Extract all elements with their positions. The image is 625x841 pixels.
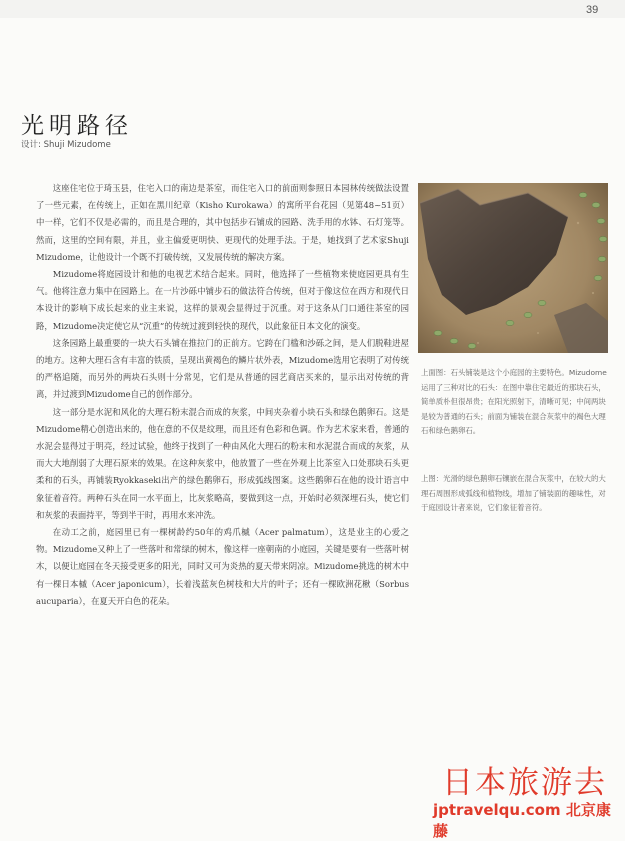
paragraph: 这座住宅位于琦玉县，住宅入口的南边是茶室，而住宅入口的前面则参照日本园林传统做法设置了一些元素，在传统上，正如在黑川纪章（Kisho Kurokawa）的寓所平台花园（见第48~51页）中一样，它们不仅是必需的，而且是合理的，其中包括步石铺成的园路、洗手用的水钵、石灯笼等。然而，这里的空间有限，并且，业主偏爱更明快、更现代的处理手法。于是，她找到了艺术家Shuji Mizudome，让他设计一个既不打破传统，又发展传统的解决方案。	[36, 183, 409, 262]
paragraph: 这一部分是水泥和风化的大理石粉末混合而成的灰浆，中间夹杂着小块石头和绿色鹅卵石。这是Mizudome精心创造出来的，他在意的不仅是纹理，而且还有色彩和色调。作为艺术家来看，普通的水泥会显得过于明亮，经过试验，他终于找到了一种由风化大理石的粉末和水泥混合而成的灰浆，从而大大地削弱了大理石原来的效果。在这种灰浆中，他放置了一些在外观上比茶室入口处那块石头更柔和的石头，再铺装Ryokkaseki出产的绿色鹅卵石，形成弧线图案。这些鹅卵石在他的设计语言中象征着音符。两种石头在同一水平面上，比灰浆略高，要做到这一点，开始时必须深埋石头，使它们和灰浆的表面持平，等到半干时，再用水来冲洗。	[36, 406, 409, 520]
paragraph: 在动工之前，庭园里已有一棵树龄约50年的鸡爪槭（Acer palmatum），这是业主的心爱之物。Mizudome又种上了一些落叶和常绿的树木，像这样一座朝南的小庭园，关键是要有一些落叶树木，以便让庭园在冬天接受更多的阳光，同时又可为炎热的夏天带来阴凉。Mizudome挑选的树木中有一棵日本槭（Acer japonicum），长着浅蓝灰色树枝和大片的叶子；还有一棵欧洲花楸（Sorbus aucuparia），在夏天开白色的花朵。	[36, 527, 409, 606]
paragraph: Mizudome将庭园设计和他的电视艺术结合起来。同时，他选择了一些植物来使庭园更具有生气。他将注意力集中在园路上。在一片沙砾中铺步石的做法符合传统，但对于像这位在西方和现代日本设计的影响下成长起来的业主来说，这样的景观会显得过于沉重。对于这条从门口通往茶室的园路，Mizudome决定使它从“沉重”的传统过渡到轻快的现代，以此象征日本文化的演变。	[36, 269, 409, 331]
page-number: 39	[586, 4, 599, 16]
watermark-title: 日本旅游去	[442, 765, 607, 801]
photo-caption: 上图：光滑的绿色鹅卵石镶嵌在混合灰浆中，在较大的大理石周围形成弧线和植物线，增加了铺装面的趣味性，对于庭园设计者来说，它们象征着音符。	[421, 474, 606, 512]
header-band	[0, 0, 625, 18]
article-body	[36, 180, 409, 610]
watermark-url: jptravelqu.com 北京康藤	[433, 801, 611, 840]
paragraph: 这条园路上最重要的一块大石头铺在推拉门的正前方。它跨在门槛和沙砾之间，是人们脱鞋进屋的地方。这种大理石含有丰富的铁质，呈现出黄褐色的鳞片状外表，Mizudome选用它表明了对传统的严格追随，而另外的两块石头则十分常见，它们是从普通的园艺商店买来的，显示出对传统的背离，并过渡到Mizudome自己的创作部分。	[36, 337, 409, 400]
photo-caption: 上面图：石头铺装是这个小庭园的主要特色。Mizudome运用了三种对比的石头：在图中靠住宅最近的那块石头，简单质朴但很昂贵；在阳光照射下，清晰可见；中间两块是较为普通的石头；前面为铺装在混合灰浆中的褐色大理石和绿色鹅卵石。	[421, 368, 607, 435]
article-title: 光明路径	[21, 113, 133, 139]
designer-credit: 设计: Shuji Mizudome	[21, 140, 111, 150]
garden-stone-photo	[418, 183, 608, 353]
